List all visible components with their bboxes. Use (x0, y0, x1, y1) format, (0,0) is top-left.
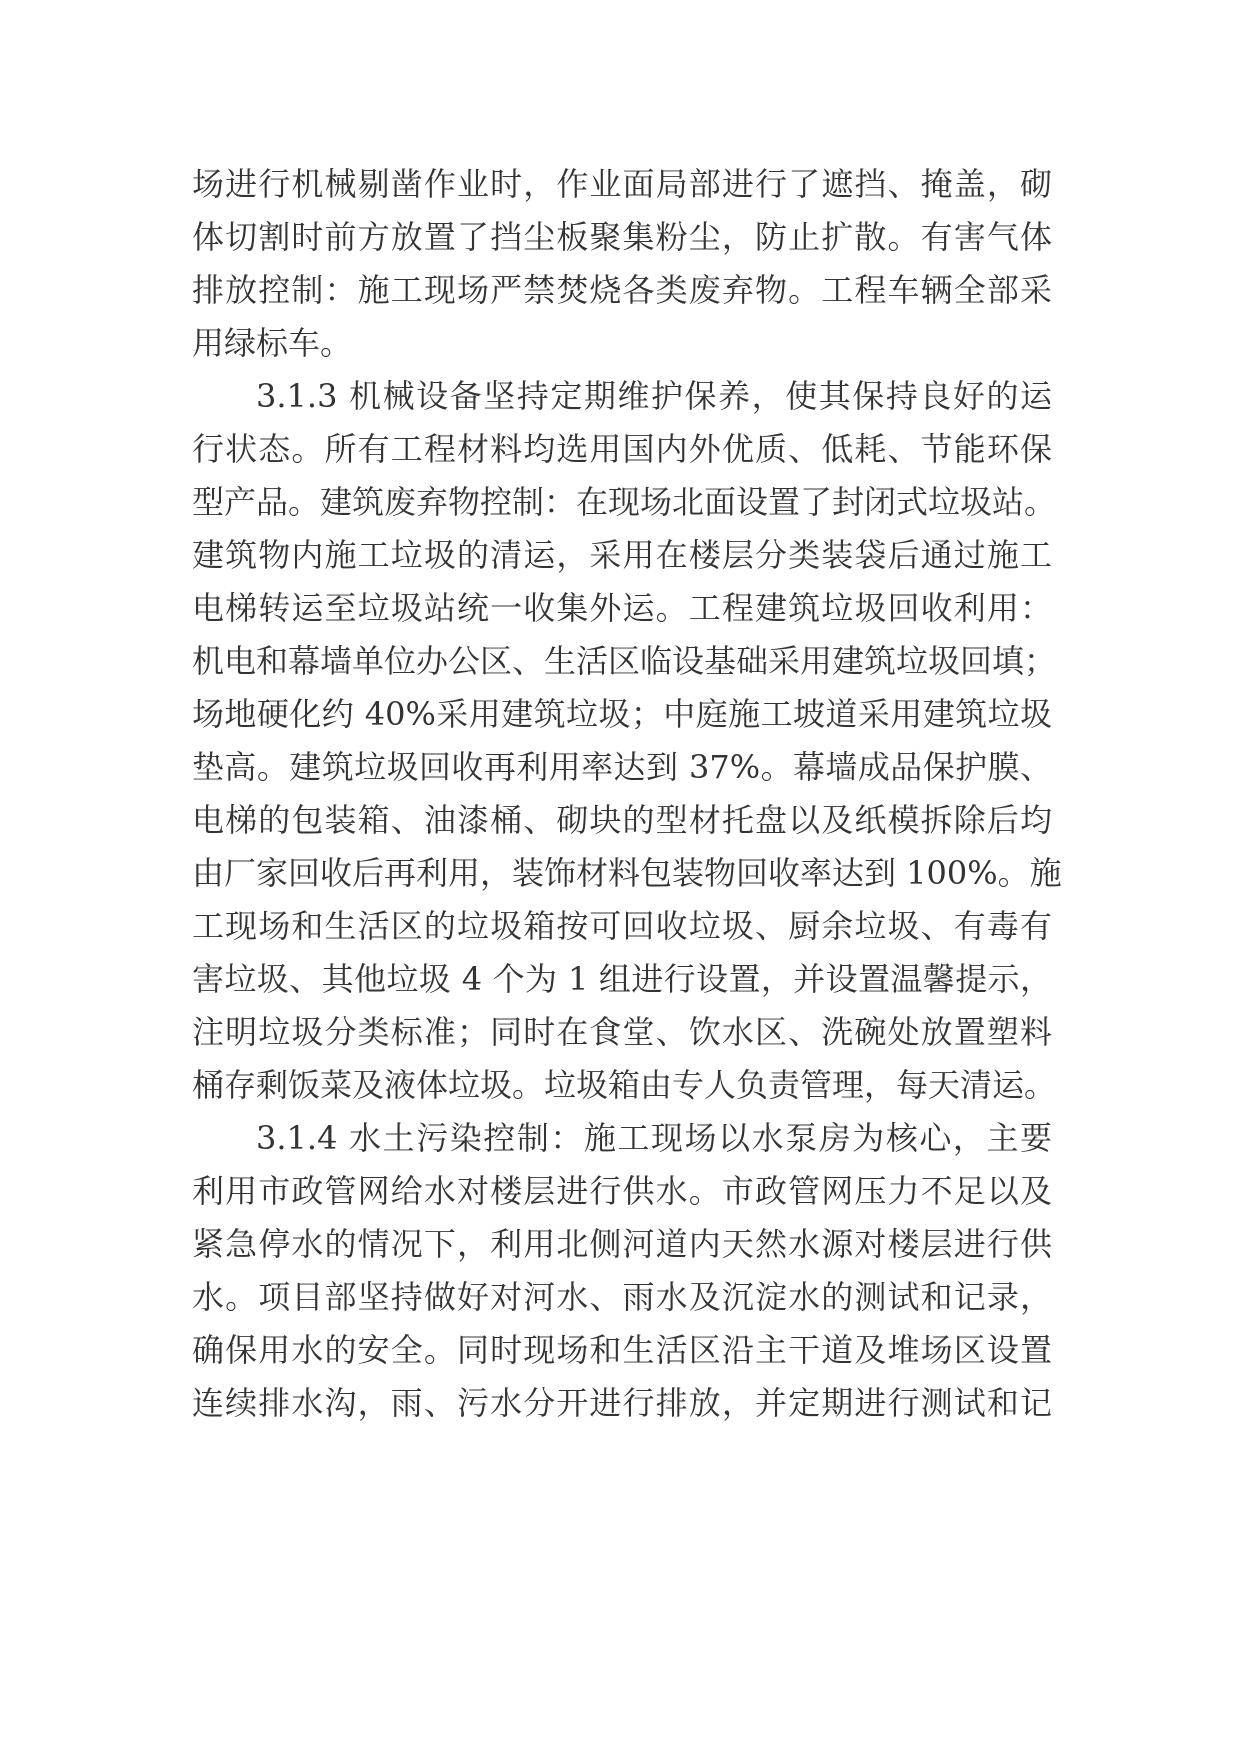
text-line: 害垃圾、其他垃圾 4 个为 1 组进行设置，并设置温馨提示， (192, 960, 1052, 998)
text-line: 利用市政管网给水对楼层进行供水。市政管网压力不足以及 (192, 1172, 1052, 1210)
text-line: 场地硬化约 40%采用建筑垃圾；中庭施工坡道采用建筑垃圾 (192, 695, 1052, 733)
text-line: 桶存剩饭菜及液体垃圾。垃圾箱由专人负责管理，每天清运。 (192, 1066, 1057, 1104)
text-line: 排放控制：施工现场严禁焚烧各类废弃物。工程车辆全部采 (192, 271, 1052, 309)
text-line: 连续排水沟，雨、污水分开进行排放，并定期进行测试和记 (192, 1384, 1052, 1422)
text-line: 建筑物内施工垃圾的清运，采用在楼层分类装袋后通过施工 (192, 536, 1052, 574)
text-line: 机电和幕墙单位办公区、生活区临设基础采用建筑垃圾回填； (192, 642, 1057, 680)
section-heading-line: 3.1.4 水土污染控制：施工现场以水泵房为核心，主要 (256, 1119, 1052, 1157)
text-line: 垫高。建筑垃圾回收再利用率达到 37%。幕墙成品保护膜、 (192, 748, 1052, 786)
text-line: 场进行机械剔凿作业时，作业面局部进行了遮挡、掩盖，砌 (192, 165, 1052, 203)
text-line: 由厂家回收后再利用，装饰材料包装物回收率达到 100%。施 (192, 854, 1062, 892)
text-line: 行状态。所有工程材料均选用国内外优质、低耗、节能环保 (192, 430, 1052, 468)
section-heading-line: 3.1.3 机械设备坚持定期维护保养，使其保持良好的运 (256, 377, 1052, 415)
body-text (192, 158, 1062, 1430)
text-line: 确保用水的安全。同时现场和生活区沿主干道及堆场区设置 (192, 1331, 1052, 1369)
text-line: 型产品。建筑废弃物控制：在现场北面设置了封闭式垃圾站。 (192, 483, 1057, 521)
text-line: 用绿标车。 (192, 324, 353, 362)
text-line: 注明垃圾分类标准；同时在食堂、饮水区、洗碗处放置塑料 (192, 1013, 1052, 1051)
text-line: 电梯的包装箱、油漆桶、砌块的型材托盘以及纸模拆除后均 (192, 801, 1052, 839)
text-line: 电梯转运至垃圾站统一收集外运。工程建筑垃圾回收利用： (192, 589, 1052, 627)
text-line: 体切割时前方放置了挡尘板聚集粉尘，防止扩散。有害气体 (192, 218, 1052, 256)
text-line: 水。项目部坚持做好对河水、雨水及沉淀水的测试和记录， (192, 1278, 1052, 1316)
text-line: 紧急停水的情况下，利用北侧河道内天然水源对楼层进行供 (192, 1225, 1052, 1263)
text-line: 工现场和生活区的垃圾箱按可回收垃圾、厨余垃圾、有毒有 (192, 907, 1052, 945)
